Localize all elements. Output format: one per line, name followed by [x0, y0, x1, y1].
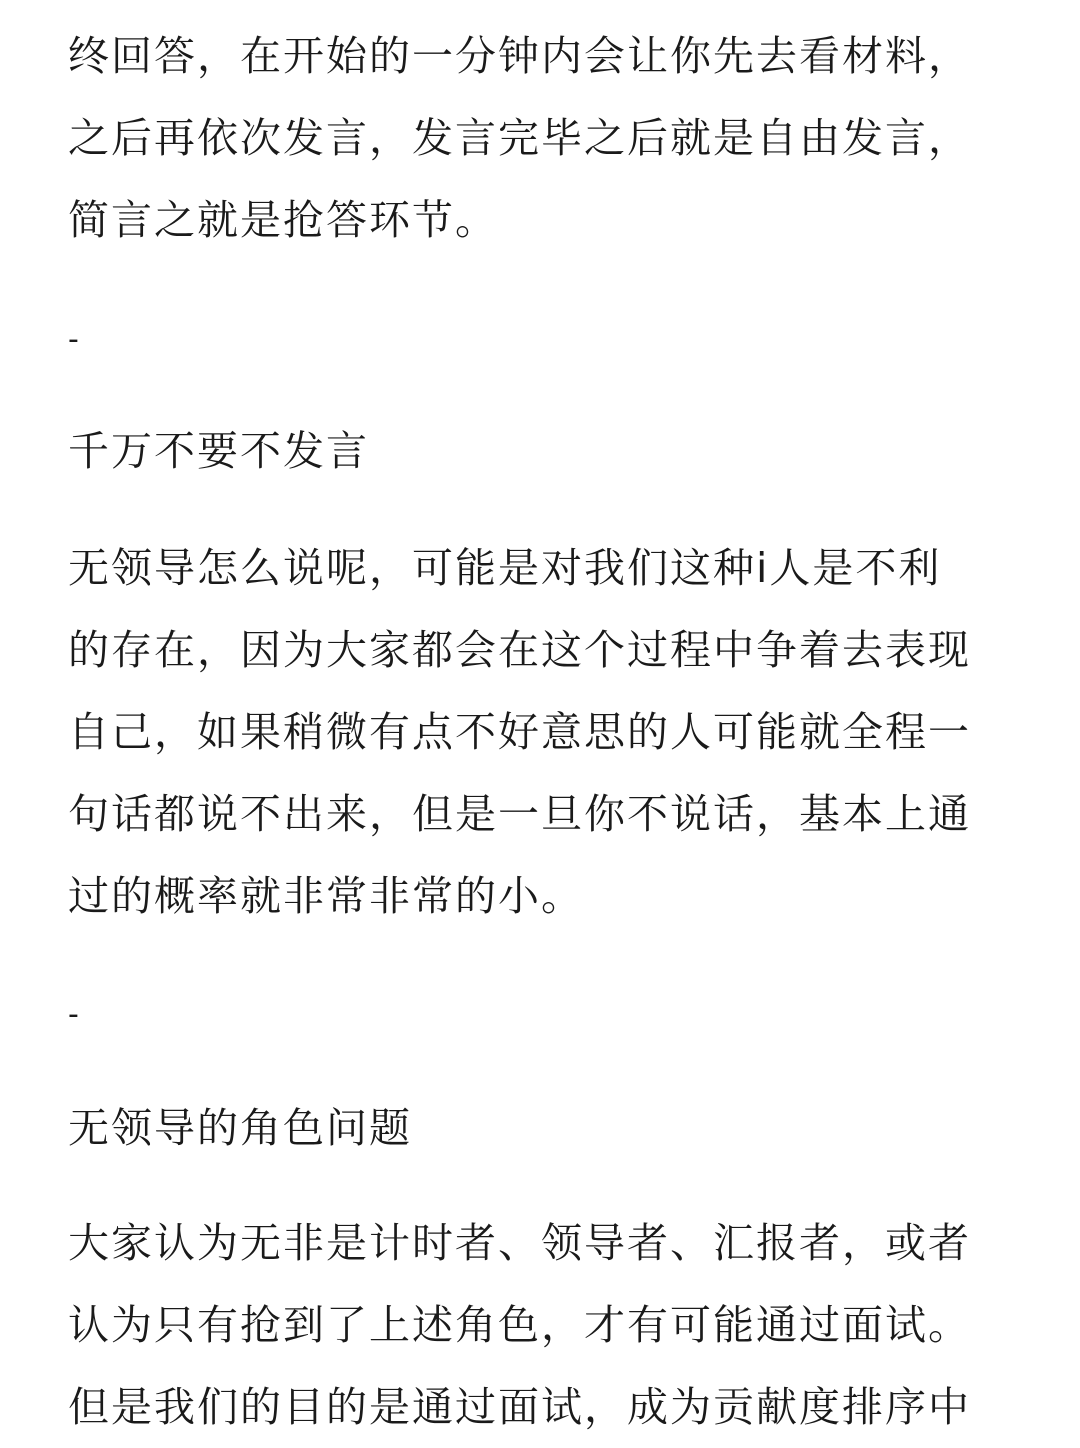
heading-text: 无领导的角色问题 — [68, 1104, 412, 1152]
text-line: 认为只有抢到了上述角色，才有可能通过面试。 — [68, 1301, 971, 1349]
text-line: 过的概率就非常非常的小。 — [68, 872, 584, 920]
text-line: 无领导怎么说呢，可能是对我们这种i人是不利 — [68, 544, 942, 592]
text-line: 的存在，因为大家都会在这个过程中争着去表现 — [68, 626, 971, 674]
text-line: 大家认为无非是计时者、领导者、汇报者，或者 — [68, 1219, 971, 1267]
text-line: 简言之就是抢答环节。 — [68, 196, 498, 244]
paragraph-body — [68, 527, 1018, 937]
text-line: 但是我们的目的是通过面试，成为贡献度排序中 — [68, 1383, 971, 1431]
heading-text: 千万不要不发言 — [68, 427, 369, 475]
text-line: 句话都说不出来，但是一旦你不说话，基本上通 — [68, 790, 971, 838]
section-heading — [68, 1087, 1018, 1169]
paragraph-body — [68, 1202, 1018, 1448]
section-divider: - — [68, 997, 79, 1032]
text-line: 终回答，在开始的一分钟内会让你先去看材料， — [68, 32, 971, 80]
section-divider: - — [68, 322, 79, 357]
text-line: 自己，如果稍微有点不好意思的人可能就全程一 — [68, 708, 971, 756]
paragraph-intro — [68, 15, 1018, 261]
text-line: 之后再依次发言，发言完毕之后就是自由发言， — [68, 114, 971, 162]
section-heading — [68, 410, 1018, 492]
